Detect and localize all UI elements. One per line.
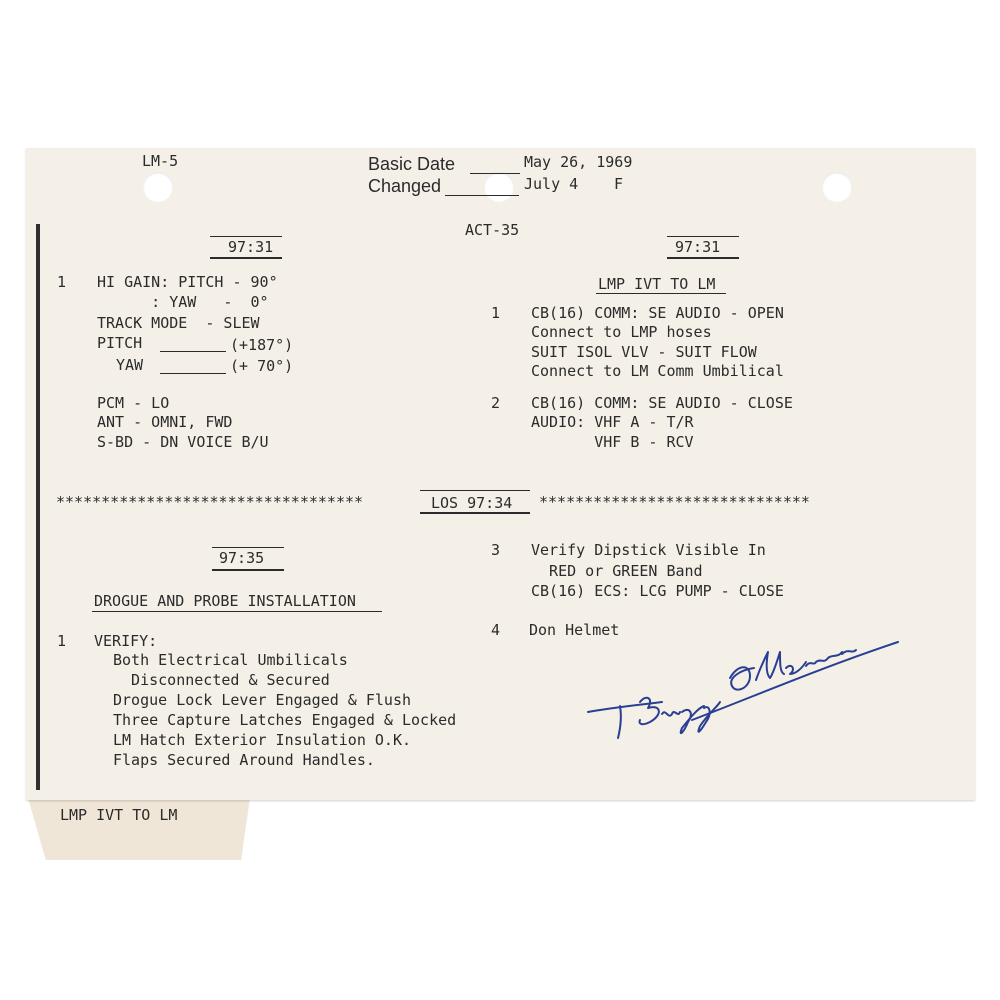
- left-section-title: DROGUE AND PROBE INSTALLATION: [94, 592, 356, 610]
- yaw-line: : YAW - 0°: [97, 293, 269, 311]
- verify-item: Disconnected & Secured: [113, 671, 330, 689]
- change-bar: [36, 224, 40, 790]
- tab-label: LMP IVT TO LM: [60, 806, 178, 824]
- los-stars-right: ******************************: [539, 493, 810, 511]
- time-overline: [212, 547, 284, 548]
- hi-gain-line: HI GAIN: PITCH - 90°: [97, 273, 278, 291]
- change-code: F: [614, 175, 624, 193]
- pitch-value: (+187°): [230, 336, 294, 354]
- track-mode-line: TRACK MODE - SLEW: [97, 314, 260, 332]
- verify-item: LM Hatch Exterior Insulation O.K.: [113, 731, 412, 749]
- verify-item: Both Electrical Umbilicals: [113, 651, 348, 669]
- suit-isol-vlv: SUIT ISOL VLV - SUIT FLOW: [531, 343, 757, 361]
- los-stars-left: **********************************: [56, 493, 364, 511]
- changed-value: July 4: [524, 175, 579, 193]
- cb-lcg-pump: CB(16) ECS: LCG PUMP - CLOSE: [531, 582, 784, 600]
- binder-hole-left: [143, 172, 173, 202]
- connect-lmp-hoses: Connect to LMP hoses: [531, 323, 712, 341]
- cb-se-audio-open: CB(16) COMM: SE AUDIO - OPEN: [531, 304, 784, 322]
- connect-comm-umbilical: Connect to LM Comm Umbilical: [531, 362, 784, 380]
- page-id: LM-5: [142, 152, 179, 170]
- right-section-title: LMP IVT TO LM: [598, 275, 716, 293]
- step-number: 3: [491, 541, 501, 559]
- binder-hole-center: [484, 172, 514, 202]
- verify-item: Flaps Secured Around Handles.: [113, 751, 375, 769]
- basic-date-rule: [470, 173, 520, 174]
- yaw-blank: [160, 373, 226, 374]
- audio-vhf-b: VHF B - RCV: [531, 433, 694, 451]
- verify-label: VERIFY:: [94, 632, 158, 650]
- los-underline: [420, 512, 530, 514]
- step-number: 1: [491, 304, 501, 322]
- verify-dipstick: Verify Dipstick Visible In: [531, 541, 766, 559]
- section-underline: [92, 611, 382, 612]
- verify-item: Three Capture Latches Engaged & Locked: [113, 711, 457, 729]
- don-helmet: Don Helmet: [529, 621, 620, 639]
- time-underline: [210, 257, 282, 259]
- sbd-line: S-BD - DN VOICE B/U: [97, 433, 269, 451]
- cb-se-audio-close: CB(16) COMM: SE AUDIO - CLOSE: [531, 394, 793, 412]
- time-overline: [210, 236, 282, 237]
- step-number: 4: [491, 621, 501, 639]
- section-underline: [596, 293, 726, 294]
- basic-date-label: Basic Date: [368, 154, 456, 174]
- step-number: 1: [57, 273, 67, 291]
- pcm-line: PCM - LO: [97, 394, 170, 412]
- left-time-1: 97:31: [228, 238, 274, 256]
- activity-id: ACT-35: [465, 221, 520, 239]
- los-overline: [420, 490, 530, 491]
- signature: [580, 628, 910, 758]
- time-underline: [667, 257, 739, 259]
- verify-item: Drogue Lock Lever Engaged & Flush: [113, 691, 412, 709]
- step-number: 2: [491, 394, 501, 412]
- step-number: 1: [57, 632, 67, 650]
- los-label: LOS 97:34: [431, 494, 513, 512]
- yaw-value: (+ 70°): [230, 357, 294, 375]
- binder-hole-right: [822, 172, 852, 202]
- basic-date-value: May 26, 1969: [524, 153, 633, 171]
- ant-line: ANT - OMNI, FWD: [97, 413, 233, 431]
- dipstick-band: RED or GREEN Band: [531, 562, 703, 580]
- time-underline: [212, 569, 284, 571]
- right-time-1: 97:31: [675, 238, 721, 256]
- pitch-blank: [160, 351, 226, 352]
- pitch-label: PITCH: [97, 334, 143, 352]
- yaw-label: YAW: [116, 356, 144, 374]
- changed-rule: [445, 195, 519, 196]
- changed-label: Changed: [368, 176, 442, 196]
- time-overline: [667, 236, 739, 237]
- left-time-2: 97:35: [219, 549, 265, 567]
- audio-vhf-a: AUDIO: VHF A - T/R: [531, 413, 694, 431]
